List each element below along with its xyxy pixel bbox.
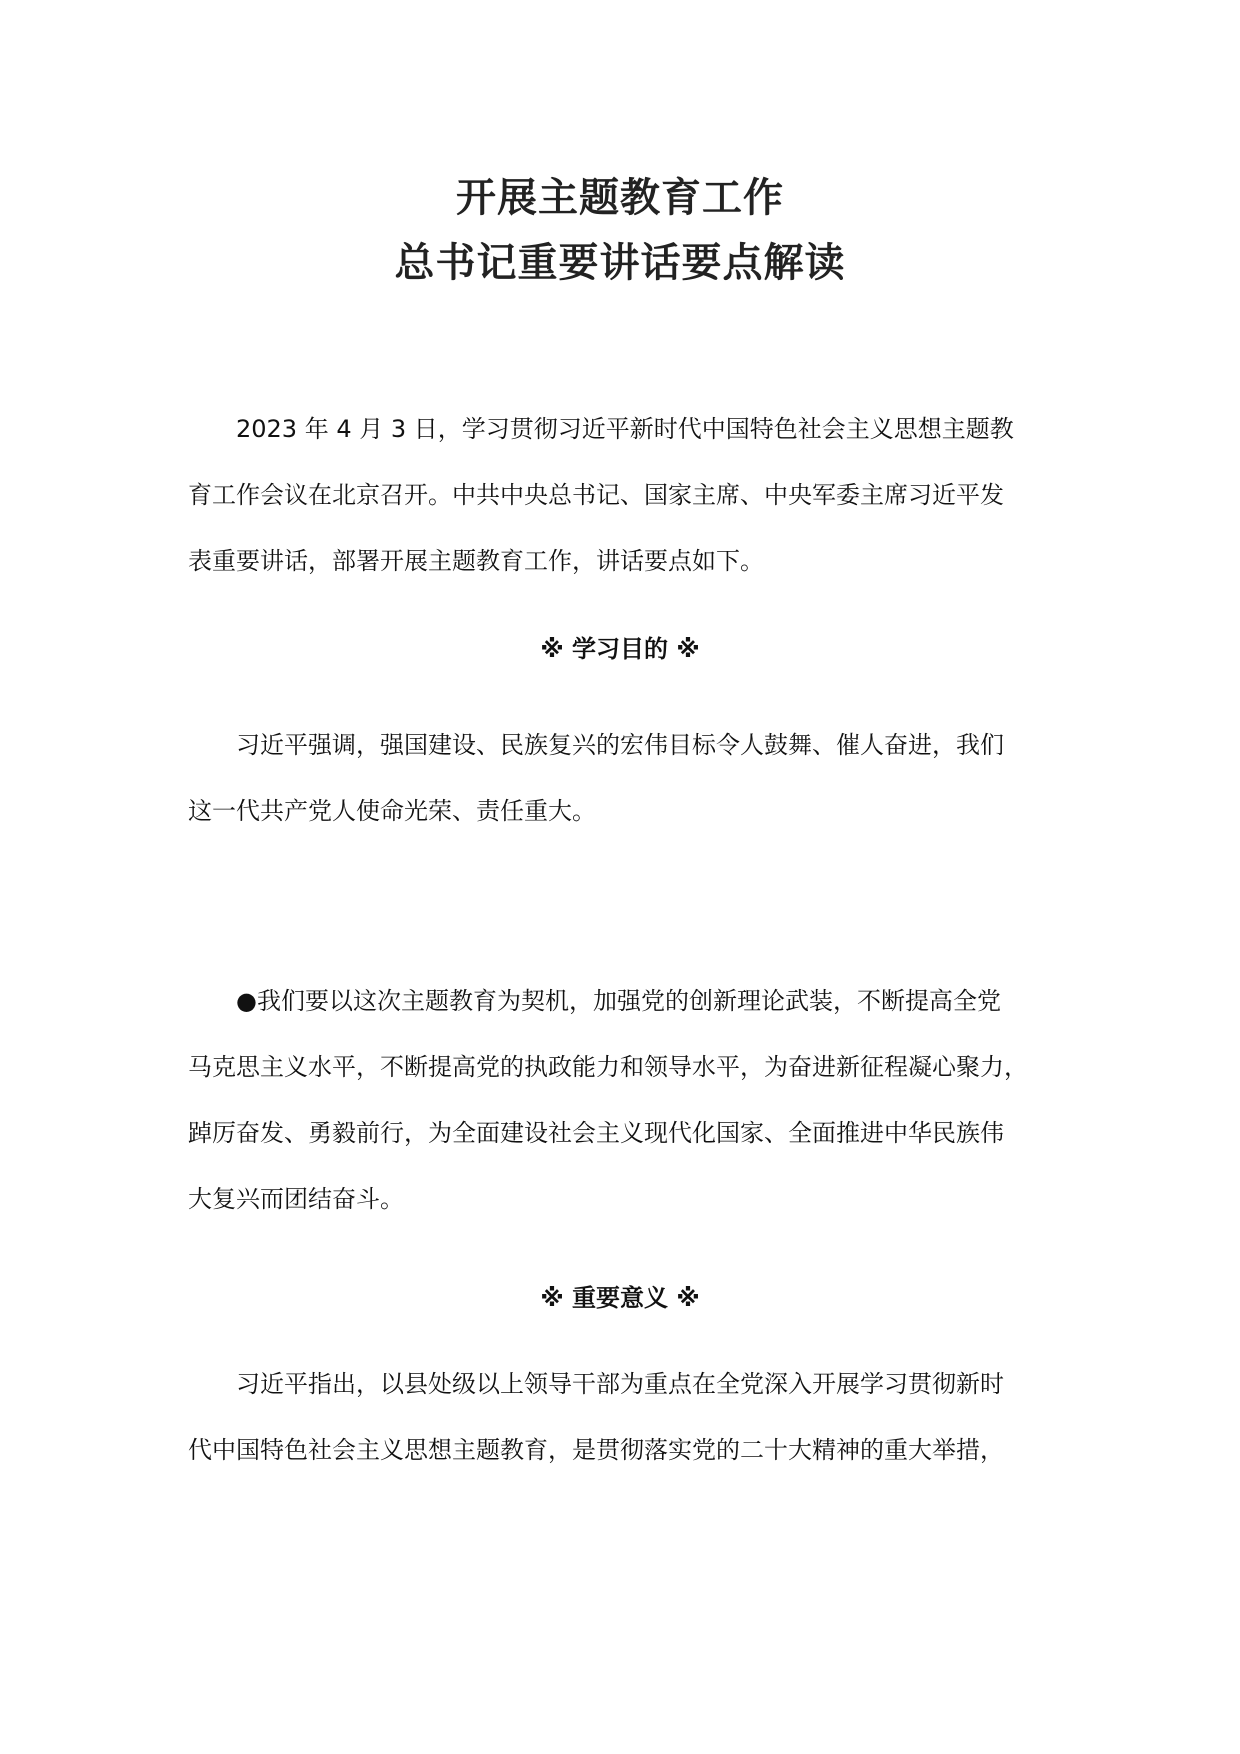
intro-line-3: 表重要讲话，部署开展主题教育工作，讲话要点如下。 <box>188 547 764 575</box>
significance-p1-line-1: 习近平指出，以县处级以上领导干部为重点在全党深入开展学习贯彻新时 <box>236 1370 1004 1398</box>
purpose-p2-line-1: ●我们要以这次主题教育为契机，加强党的创新理论武装，不断提高全党 <box>236 987 1001 1015</box>
intro-line-1: 2023 年 4 月 3 日，学习贯彻习近平新时代中国特色社会主义思想主题教 <box>236 415 1014 443</box>
document-title-line2: 总书记重要讲话要点解读 <box>394 240 846 286</box>
purpose-p2-line-4: 大复兴而团结奋斗。 <box>188 1185 404 1213</box>
section-heading-purpose: ※ 学习目的 ※ <box>540 635 700 663</box>
purpose-p2-line-2: 马克思主义水平，不断提高党的执政能力和领导水平，为奋进新征程凝心聚力， <box>188 1053 1028 1081</box>
purpose-p1-line-2: 这一代共产党人使命光荣、责任重大。 <box>188 797 596 825</box>
significance-paragraph-1 <box>188 1351 1068 1483</box>
intro-line-2: 育工作会议在北京召开。中共中央总书记、国家主席、中央军委主席习近平发 <box>188 481 1004 509</box>
section-heading-significance: ※ 重要意义 ※ <box>540 1284 700 1312</box>
significance-p1-line-2: 代中国特色社会主义思想主题教育，是贯彻落实党的二十大精神的重大举措， <box>188 1436 1004 1464</box>
intro-paragraph <box>188 396 1068 594</box>
purpose-paragraph-1 <box>188 712 1068 844</box>
purpose-p1-line-1: 习近平强调，强国建设、民族复兴的宏伟目标令人鼓舞、催人奋进，我们 <box>236 731 1004 759</box>
document-title-line1: 开展主题教育工作 <box>456 175 784 221</box>
purpose-paragraph-2 <box>188 968 1068 1232</box>
purpose-p2-line-3: 踔厉奋发、勇毅前行，为全面建设社会主义现代化国家、全面推进中华民族伟 <box>188 1119 1004 1147</box>
